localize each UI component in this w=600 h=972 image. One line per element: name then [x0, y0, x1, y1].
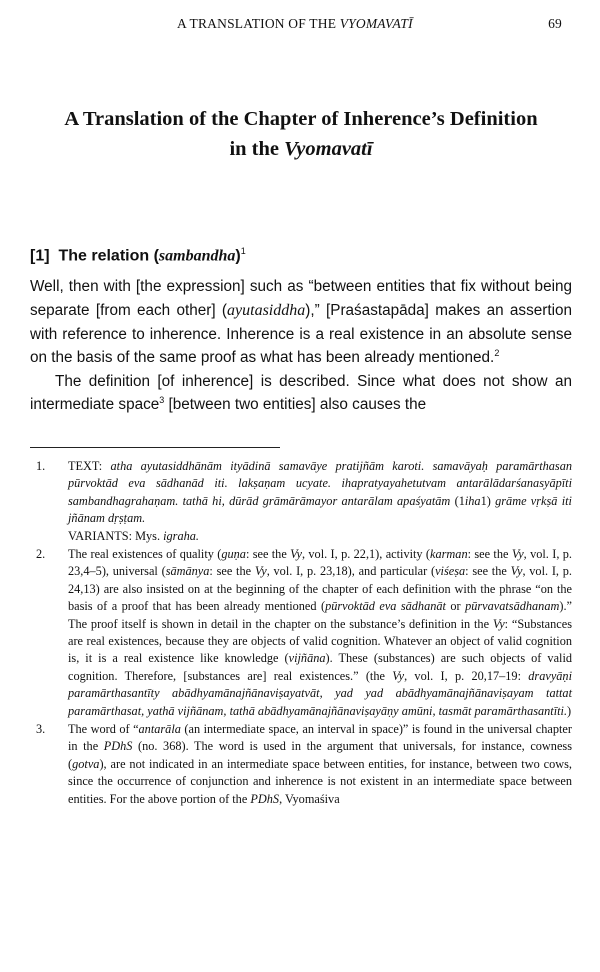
footnote-3-text: The word of “antarāla (an intermediate space, an interval in space)” is found in the universal chapter in the PDhS (no. 368). The word is used in the argument that universals, for instance, cowness (gotva), are not indicated in an intermediate space between entities, for instance, between two cows, since the occurrence of conjunction and inherence is not existent in an intermediate space between entities. For the above portion of the PDhS, Vyomaśiva: [68, 721, 572, 806]
running-head-title: A TRANSLATION OF THE VYOMAVATĪ: [177, 16, 413, 31]
italic-term: PDhS: [250, 791, 280, 806]
italic-term: vijñāna: [288, 651, 326, 666]
footnotes: [30, 458, 572, 808]
italic-term: karman: [430, 546, 468, 561]
italic-term: Vy: [290, 546, 302, 561]
footnote-ref-1[interactable]: 1: [240, 246, 246, 256]
footnote-variants: VARIANTS: Mys. igraha.: [68, 528, 199, 543]
italic-term: PDhS: [103, 739, 133, 754]
italic-term: pūrvoktād eva sādhanāt: [325, 599, 446, 614]
italic-term: Vy: [492, 616, 505, 631]
footnote-number: 2.: [36, 546, 46, 561]
footnote-1: 1. TEXT: atha ayutasiddhānām ityādinā samavāye pratijñām karoti. samavāyaḥ paramārthasan pūrvoktād eva sādhanād iti. lakṣaṇam ucyate. ihapratyayahetutvam antarālādarśanasyāpīti sambandhagrahaṇam. tathā hi, dūrād grāmārāmayor antarālam apaśyatām (1iha1) grāme vṛkṣā iti jñānam dṛṣṭam. VARIANTS: Mys. igraha.: [30, 458, 572, 545]
paragraph-1: Well, then with [the expression] such as “between entities that fix without being separate [from each other] (ayutasiddha),” [Praśastapāda] makes an assertion with reference to inherence. Inherence is a real existence in an absolute sense on the basis of the same proof as what has been already mentioned.$^2$: [30, 278, 572, 367]
footnote-2: [30, 546, 572, 720]
italic-term: viśeṣa: [435, 564, 466, 579]
footnote-2-text: The real existences of quality (guṇa: see the Vy, vol. I, p. 22,1), activity (karman: see the Vy, vol. I, p. 23,4–5), universal (sāmānya: see the Vy, vol. I, p. 23,18), and particular (viśeṣa: see the Vy, vol. I, p. 24,13) are also insisted on at the beginning of the chapter of each definition with the phrase “on the basis of a proof that has been already mentioned (pūrvoktād eva sādhanāt or pūrvavatsādhanam).” The proof itself is shown in detail in the chapter on the substance’s definition in the Vy: “Substances are real existences, because they are objects of valid cognition. Whatever an object of valid cognition is, it is a real existence like knowledge (vijñāna). These (substances) are such objects of valid cognition. Therefore, [substances are] real existences.” (the Vy, vol. I, p. 20,17–19: dravyāṇi paramārthasantīty abādhyamānajñānaviṣayatvāt, yad yad abādhyamānajñānaviṣayam tattat paramārthasat, yathā vijñānam, tathā abādhyamānajñānaviṣayāṇy amūni, tasmāt paramārthasantīti.): [68, 546, 573, 718]
footnote-ref-3[interactable]: 3: [159, 395, 165, 406]
footnote-divider: [30, 447, 280, 448]
chapter-title: [30, 104, 572, 164]
italic-term: sāmānya: [165, 564, 210, 579]
section-title-italic: sambandha: [158, 247, 236, 265]
italic-term: dravyāṇi paramārthasantīty abādhyamānajñānaviṣayatvāt, yad yad abādhyamānajñānaviṣayam tattat paramārthasat, yathā vijñānam, tathā abādhyamānajñānaviṣayāṇy amūni, tasmāt paramārthasantīti.: [68, 668, 572, 718]
section-title: The relation (: [58, 247, 159, 265]
paragraph-2: The definition [of inherence] is described. Since what does not show an intermediate space$^3$ [between two entities] also causes the: [30, 372, 572, 414]
chapter-title-line1: A Translation of the Chapter of Inherence’s Definition: [64, 108, 538, 130]
italic-term: Vy: [511, 546, 524, 561]
chapter-title-line2: in the Vyomavatī: [229, 138, 373, 160]
running-head: [30, 14, 572, 38]
italic-term: guṇa: [221, 546, 246, 561]
italic-term: Vy: [510, 564, 523, 579]
italic-term: Vy: [392, 668, 405, 683]
footnote-number: 1.: [36, 458, 46, 473]
footnote-number: 3.: [36, 721, 46, 736]
italic-term: gotva: [72, 756, 100, 771]
section-number: [1]: [30, 247, 50, 265]
body-text: [30, 275, 572, 417]
italic-term: pūrvavatsādhanam: [465, 599, 560, 614]
page-number: 69: [548, 16, 562, 31]
italic-term: antarāla: [138, 721, 181, 736]
footnote-ref-2[interactable]: 2: [494, 348, 500, 359]
section-heading: [1] The relation (sambandha)$^1$: [30, 246, 246, 265]
footnote-3: [30, 721, 572, 808]
italic-term: Vy: [254, 564, 267, 579]
